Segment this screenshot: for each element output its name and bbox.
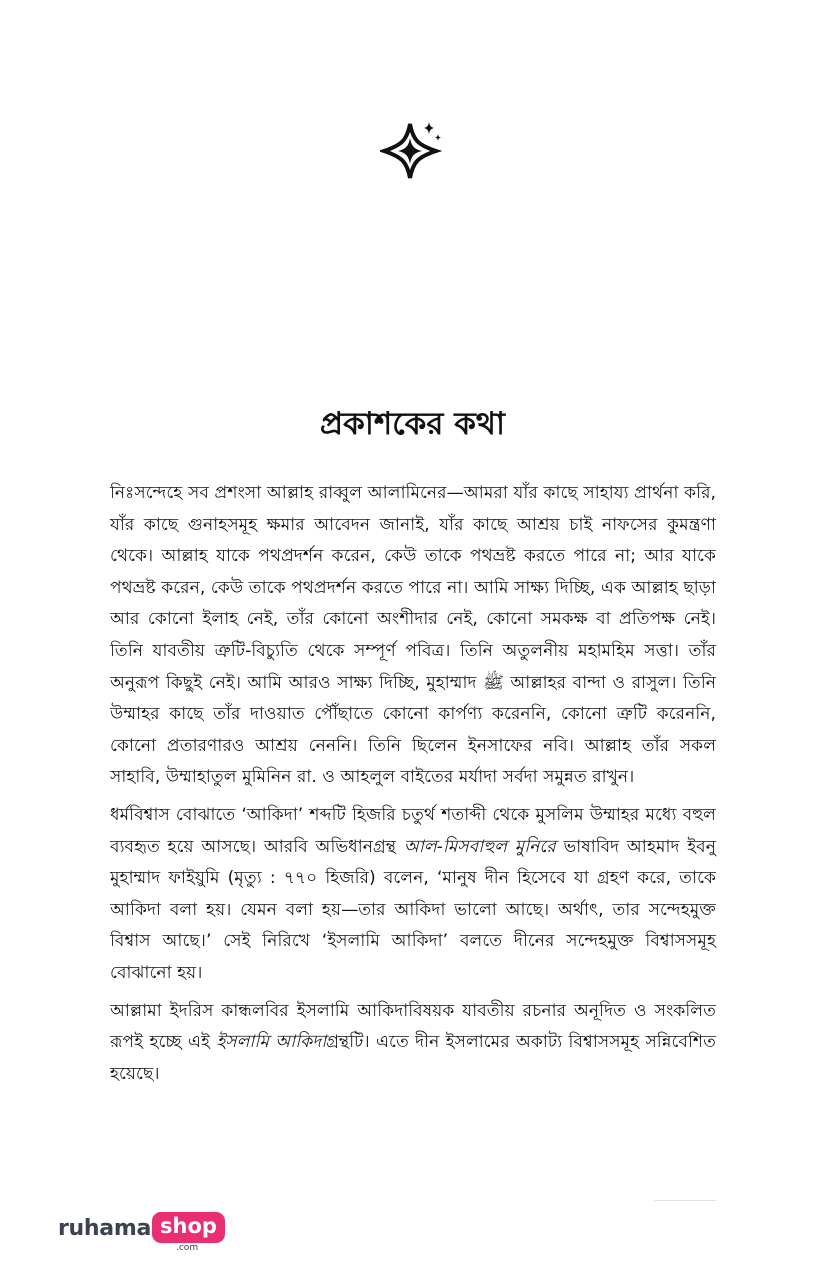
preface-body	[110, 478, 716, 1096]
four-point-star-icon	[380, 118, 446, 184]
footer-divider	[654, 1200, 716, 1201]
paragraph-3	[110, 996, 716, 1091]
page-title: প্রকাশকের কথা	[320, 406, 505, 442]
paragraph-3-text-start: আল্লামা ইদরিস কান্ধলবির ইসলামি আকিদাবিষয়ক যাবতীয় রচনার অনূদিত ও সংকলিত রূপই হচ্ছে এই	[110, 1000, 716, 1053]
paragraph-2-text-end: ভাষাবিদ আহমাদ ইবনু মুহাম্মাদ ফাইয়ুমি (মৃত্যু : ৭৭০ হিজরি) বলেন, ‘মানুষ দীন হিসেবে যা গ্রহণ করে, তাকে আকিদা বলা হয়। যেমন বলা হয়—তার আকিদা ভালো আছে। অর্থাৎ, তার সন্দেহমুক্ত বিশ্বাস আছে।’ সেই নিরিখে ‘ইসলামি আকিদা’ বলতে দীনের সন্দেহমুক্ত বিশ্বাসসমূহ বোঝানো হয়।	[110, 836, 716, 983]
paragraph-1	[110, 478, 716, 794]
logo-text-com: .com	[176, 1243, 199, 1253]
paragraph-2	[110, 800, 716, 990]
watermark-logo	[58, 1210, 228, 1260]
paragraph-2-text-start: ধর্মবিশ্বাস বোঝাতে ‘আকিদা’ শব্দটি হিজরি চতুর্থ শতাব্দী থেকে মুসলিম উম্মাহর মধ্যে বহুল ব্যবহৃত হয়ে আসছে। আরবি অভিধানগ্রন্থ	[110, 804, 716, 857]
logo-text-shop: shop	[152, 1212, 225, 1243]
book-title-italic: ইসলামি আকিদা	[216, 1032, 327, 1053]
paragraph-3-text-end: গ্রন্থটি। এতে দীন ইসলামের অকাট্য বিশ্বাসসমূহ সন্নিবেশিত হয়েছে।	[110, 1032, 716, 1084]
paragraph-1-text: নিঃসন্দেহে সব প্রশংসা আল্লাহ রাব্বুল আলামিনের—আমরা যাঁর কাছে সাহায্য প্রার্থনা করি, যাঁর কাছে গুনাহসমূহ ক্ষমার আবেদন জানাই, যাঁর কাছে আশ্রয় চাই নাফসের কুমন্ত্রণা থেকে। আল্লাহ যাকে পথপ্রদর্শন করেন, কেউ তাকে পথভ্রষ্ট করতে পারে না; আর যাকে পথভ্রষ্ট করেন, কেউ তাকে পথপ্রদর্শন করতে পারে না। আমি সাক্ষ্য দিচ্ছি, এক আল্লাহ ছাড়া আর কোনো ইলাহ নেই, তাঁর কোনো অংশীদার নেই, কোনো সমকক্ষ বা প্রতিপক্ষ নেই। তিনি যাবতীয় ত্রুটি-বিচ্যুতি থেকে সম্পূর্ণ পবিত্র। তিনি অতুলনীয় মহামহিম সত্তা। তাঁর অনুরূপ কিছুই নেই। আমি আরও সাক্ষ্য দিচ্ছি, মুহাম্মাদ ﷺ আল্লাহর বান্দা ও রাসুল। তিনি উম্মাহর কাছে তাঁর দাওয়াত পৌঁছাতে কোনো কার্পণ্য করেননি, কোনো ত্রুটি করেননি, কোনো প্রতারণারও আশ্রয় নেননি। তিনি ছিলেন ইনসাফের নবি। আল্লাহ তাঁর সকল সাহাবি, উম্মাহাতুল মুমিনিন রা. ও আহলুল বাইতের মর্যাদা সর্বদা সমুন্নত রাখুন।	[110, 483, 716, 788]
book-title-italic: আল-মিসবাহুল মুনিরে	[403, 836, 556, 857]
logo-text-ruhama: ruhama	[58, 1216, 151, 1241]
